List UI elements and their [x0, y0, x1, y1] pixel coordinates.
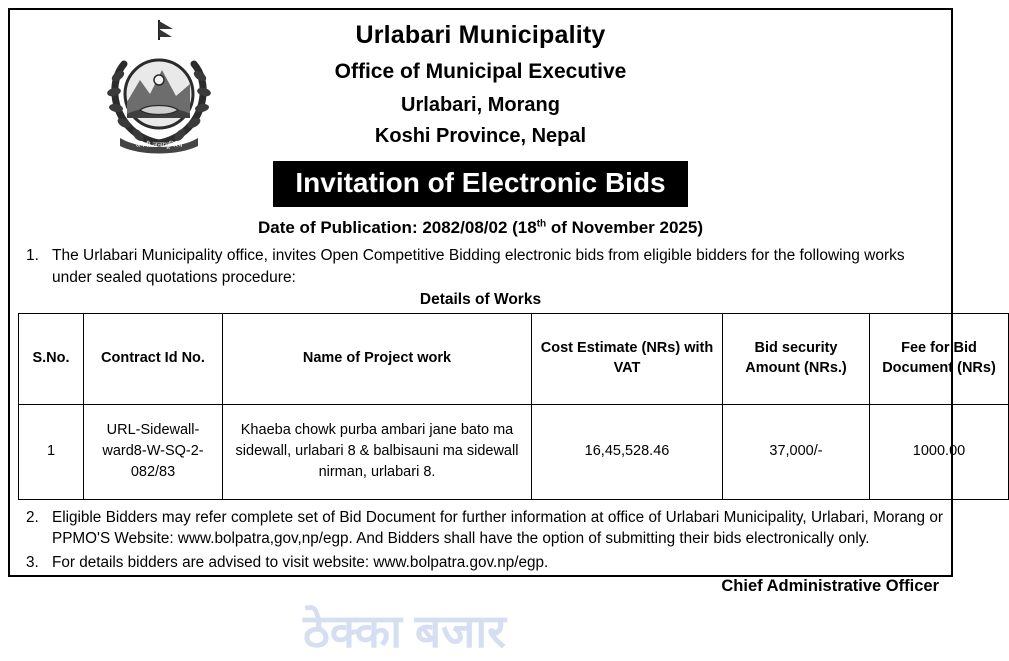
clause-1-text: The Urlabari Municipality office, invites Open Competitive Bidding electronic bids from eligible bidders for the following works under sealed quotations procedure:: [52, 246, 905, 286]
table-header-row: [19, 313, 1009, 404]
table-caption: Details of Works: [419, 290, 542, 308]
svg-text:जननी जन्मभूमिश्च: जननी जन्मभूमिश्च: [135, 141, 183, 149]
header-cost-estimate: Cost Estimate (NRs) with VAT: [532, 313, 723, 404]
signature-title: Chief Administrative Officer: [721, 576, 939, 595]
cell-sno: 1: [19, 404, 84, 499]
table-row: [19, 404, 1009, 499]
organization-title: Urlabari Municipality: [355, 21, 606, 49]
cell-contract-id: URL-Sidewall-ward8-W-SQ-2-082/83: [84, 404, 223, 499]
header-contract-id: Contract Id No.: [84, 313, 223, 404]
publication-date-ordinal: th: [536, 218, 547, 230]
clause-list: [18, 507, 943, 573]
clause-1: [18, 245, 943, 289]
cell-bid-security: 37,000/-: [723, 404, 870, 499]
header-fee-bid-document: Fee for Bid Document (NRs): [870, 313, 1009, 404]
banner-wrapper: [18, 161, 943, 207]
clause-3-text: For details bidders are advised to visit website: www.bolpatra.gov.np/egp.: [52, 553, 549, 571]
clause-2-text: Eligible Bidders may refer complete set of Bid Document for further information at office of Urlabari Municipality, Urlabari, Morang or PPMO'S Website: www.bolpatra,gov,np/egp. And Bidders shall have the option of submitting their bids electronically only.: [52, 508, 943, 548]
cell-cost-estimate: 16,45,528.46: [532, 404, 723, 499]
header-sno: S.No.: [19, 313, 84, 404]
page-content: [18, 16, 996, 657]
office-name: Office of Municipal Executive: [334, 60, 627, 84]
watermark-text: ठेक्का बजार: [303, 604, 506, 657]
works-table: [18, 313, 1009, 500]
clause-3-number: 3.: [26, 553, 39, 571]
notice-title-banner: Invitation of Electronic Bids: [273, 161, 687, 207]
office-location: Urlabari, Morang: [401, 93, 560, 116]
publication-date: [18, 218, 943, 238]
cell-fee-bid-document: 1000.00: [870, 404, 1009, 499]
document-header: [18, 16, 943, 149]
clause-3: [18, 552, 943, 573]
header-project-name: Name of Project work: [223, 313, 532, 404]
publication-date-prefix: Date of Publication: 2082/08/02 (18: [257, 217, 537, 237]
publication-date-suffix: of November 2025): [546, 217, 703, 237]
cell-project-name: Khaeba chowk purba ambari jane bato ma sidewall, urlabari 8 & balbisauni ma sidewall nirman, urlabari 8.: [223, 404, 532, 499]
clause-2-number: 2.: [26, 508, 39, 526]
nepal-government-emblem-icon: [100, 18, 218, 154]
office-province: Koshi Province, Nepal: [374, 124, 587, 147]
clause-2: [18, 507, 943, 550]
header-bid-security: Bid security Amount (NRs.): [723, 313, 870, 404]
clause-1-number: 1.: [26, 246, 39, 264]
